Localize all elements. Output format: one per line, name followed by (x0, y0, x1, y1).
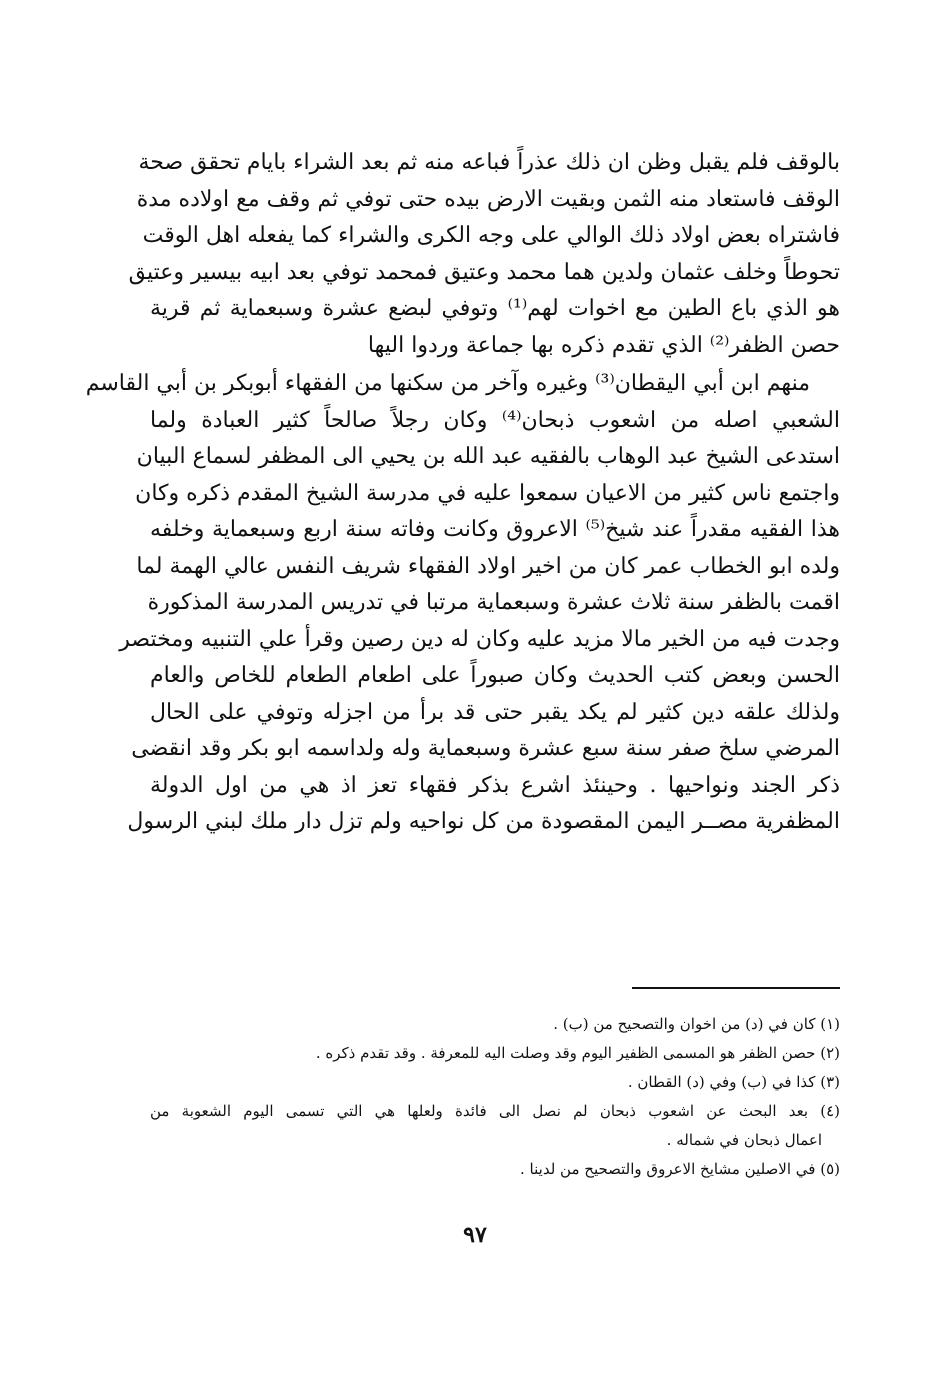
text-line: ولذلك علقه دين كثير لم يكد يقبر حتى قد برأ من اجزله وتوفي على الحال (150, 699, 840, 725)
footnote: (٢) حصن الظفر هو المسمى الظفير اليوم وقد وصلت اليه للمعرفة . وقد تقدم ذكره . (315, 1044, 840, 1062)
text-line: بالوقف فلم يقبل وظن ان ذلك عذراً فباعه منه ثم بعد الشراء بايام تحقق صحة (138, 150, 840, 175)
text-line: فاشتراه بعض اولاد ذلك الوالي على وجه الكرى والشراء كما يفعله اهل الوقت (142, 223, 840, 248)
text-line: ولده ابو الخطاب عمر كان من اخير اولاد الفقهاء شريف النفس عالي الهمة لما (136, 553, 840, 579)
footnote-separator (632, 987, 840, 989)
footnote-continuation: اعمال ذبحان في شماله . (666, 1131, 822, 1149)
footnote: (٥) في الاصلين مشايخ الاعروق والتصحيح من لدينا . (520, 1160, 840, 1178)
text-line: الشعبي اصله من اشعوب ذبحان⁽⁴⁾ وكان رجلاً صالحاً كثير العبادة ولما (150, 407, 840, 433)
footnote: (٣) كذا في (ب) وفي (د) القطان . (627, 1073, 840, 1091)
footnote: (١) كان في (د) من اخوان والتصحيح من (ب) . (553, 1015, 840, 1033)
text-line: الوقف فاستعاد منه الثمن وبقيت الارض بيده حتى توفي ثم وقف مع اولاده مدة (136, 186, 840, 212)
text-line: وجدت فيه من الخير مالا مزيد عليه وكان له دين رصين وقرأ علي التنبيه ومختصر (119, 626, 840, 652)
text-line: الحسن وبعض كتب الحديث وكان صبوراً على اطعام الطعام للخاص والعام (150, 663, 840, 688)
text-line: المرضي سلخ صفر سنة سبع عشرة وسبعماية وله ولداسمه ابو بكر وقد انقضى (131, 736, 840, 761)
text-line: هذا الفقيه مقدراً عند شيخ⁽⁵⁾ الاعروق وكانت وفاته سنة اربع وسبعماية وخلفه (150, 517, 840, 542)
footnote: (٤) بعد البحث عن اشعوب ذبحان لم نصل الى فائدة ولعلها هي التي تسمى اليوم الشعوبة من (150, 1102, 840, 1120)
text-line: استدعى الشيخ عبد الوهاب بالفقيه عبد الله بن يحيي الى المظفر لسماع البيان (136, 444, 840, 469)
text-line: ذكر الجند ونواحيها . وحينئذ اشرع بذكر فقهاء تعز اذ هي من اول الدولة (150, 772, 840, 798)
footnotes (150, 1010, 840, 1184)
text-line: المظفرية مصــر اليمن المقصودة من كل نواحيه ولم تزل دار ملك لبني الرسول (127, 809, 840, 834)
text-line: اقمت بالظفر سنة ثلاث عشرة وسبعماية مرتبا في تدريس المدرسة المذكورة (147, 590, 840, 615)
page-number: ٩٧ (463, 1222, 487, 1248)
text-line: حصن الظفر⁽²⁾ الذي تقدم ذكره بها جماعة وردوا اليها (367, 332, 840, 358)
main-text (85, 145, 840, 841)
text-line: هو الذي باع الطين مع اخوات لهم⁽¹⁾ وتوفي لبضع عشرة وسبعماية ثم قرية (150, 296, 840, 321)
text-line: تحوطاً وخلف عثمان ولدين هما محمد وعتيق فمحمد توفي بعد ابيه بيسير وعتيق (128, 259, 840, 285)
text-line: منهم ابن أبي اليقطان⁽³⁾ وغيره وآخر من سكنها من الفقهاء أبوبكر بن أبي القاسم (85, 371, 810, 396)
text-line: واجتمع ناس كثير من الاعيان سمعوا عليه في مدرسة الشيخ المقدم ذكره وكان (135, 480, 840, 506)
